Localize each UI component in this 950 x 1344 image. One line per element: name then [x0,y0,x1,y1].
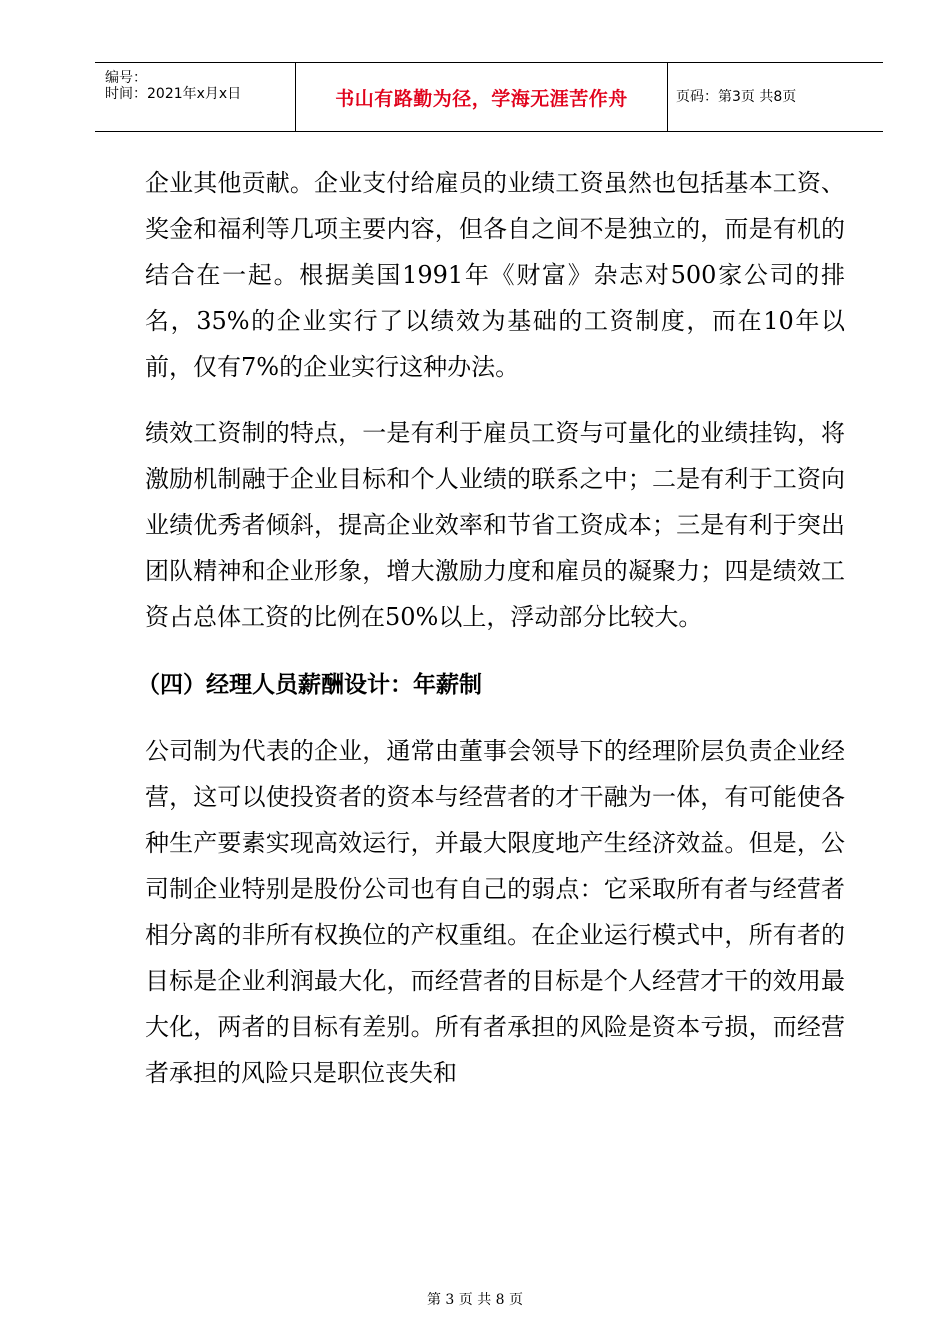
serial-number-label: 编号： [105,70,147,86]
page-header [95,62,883,132]
document-body [137,160,845,1096]
header-left-cell [95,63,295,131]
paragraph-2: 绩效工资制的特点，一是有利于雇员工资与可量化的业绩挂钩，将激励机制融于企业目标和个人业绩的联系之中；二是有利于工资向业绩优秀者倾斜，提高企业效率和节省工资成本；三是有利于突出团队精神和企业形象，增大激励力度和雇员的凝聚力；四是绩效工资占总体工资的比例在50%以上，浮动部分比较大。 [145,419,845,631]
date-label: 时间：2021年x月x日 [105,86,242,102]
paragraph-1: 企业其他贡献。企业支付给雇员的业绩工资虽然也包括基本工资、奖金和福利等几项主要内容，但各自之间不是独立的，而是有机的结合在一起。根据美国1991年《财富》杂志对500家公司的排名，35%的企业实行了以绩效为基础的工资制度，而在10年以前，仅有7%的企业实行这种办法。 [145,169,845,381]
paragraph-3: 公司制为代表的企业，通常由董事会领导下的经理阶层负责企业经营，这可以使投资者的资本与经营者的才干融为一体，有可能使各种生产要素实现高效运行，并最大限度地产生经济效益。但是，公司制企业特别是股份公司也有自己的弱点：它采取所有者与经营者相分离的非所有权换位的产权重组。在企业运行模式中，所有者的目标是企业利润最大化，而经营者的目标是个人经营才干的效用最大化，两者的目标有差别。所有者承担的风险是资本亏损，而经营者承担的风险只是职位丧失和 [145,737,845,1087]
motto-text: 书山有路勤为径，学海无涯苦作舟 [335,87,628,110]
header-right-cell [668,63,883,131]
page-footer: 第 3 页 共 8 页 [426,1292,524,1308]
header-motto-cell [295,63,668,131]
page-indicator: 页码：第3页 共8页 [676,89,797,105]
section-heading: （四）经理人员薪酬设计：年薪制 [137,672,482,698]
